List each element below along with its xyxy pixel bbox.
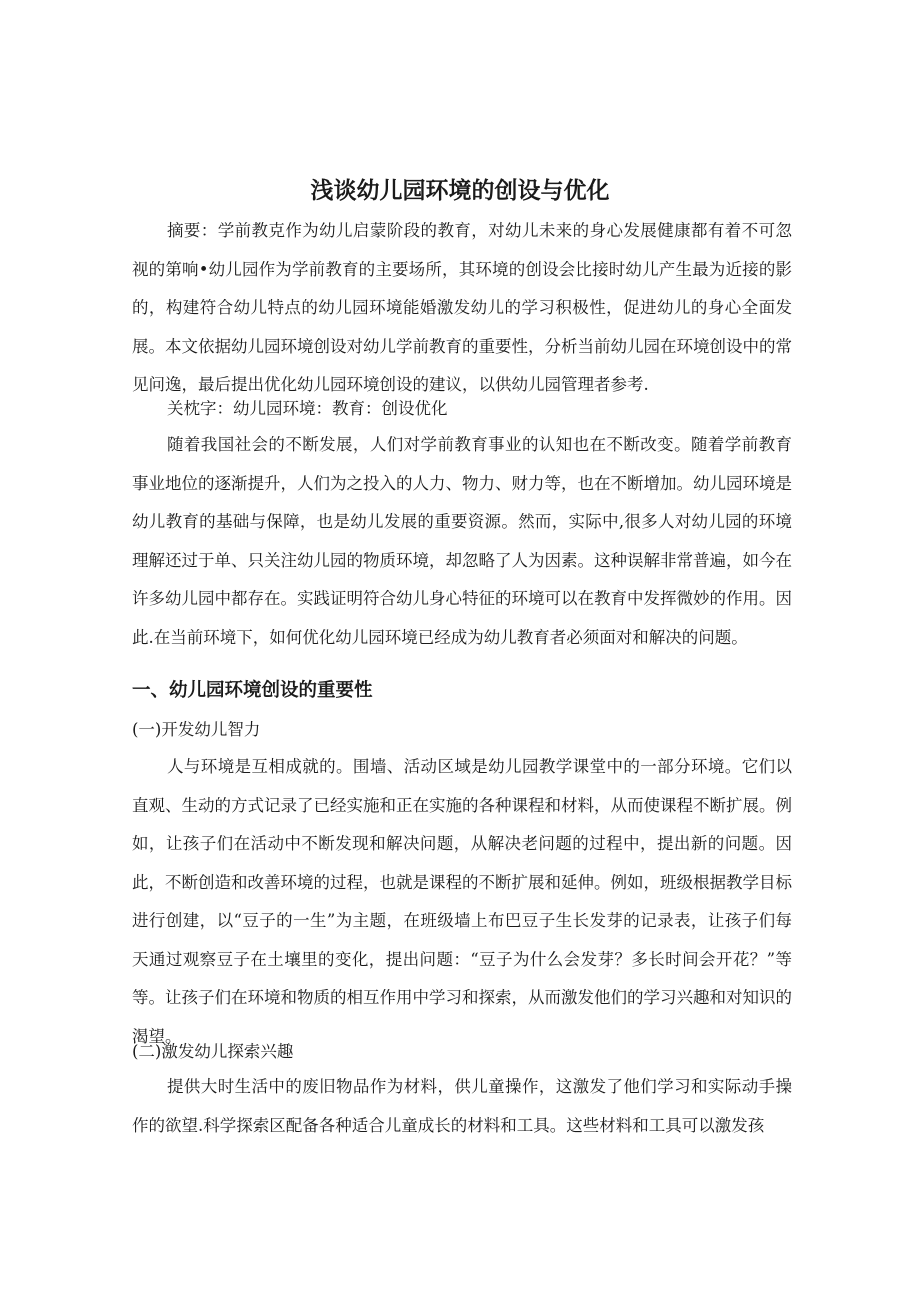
document-title: 浅谈幼儿园环境的创设与优化: [310, 178, 610, 204]
abstract-paragraph: 摘要：学前教克作为幼儿启蒙阶段的教育，对幼儿未来的身心发展健康都有着不可忽视的第响•幼儿园作为学前教育的主要场所，其环境的创设会比接时幼儿产生最为近接的影的，构建符合幼儿特点的幼儿园环境能婚激发幼儿的学习积极性，促进幼儿的身心全面发展。本文依据幼儿园环境创设对幼儿学前教育的重要性，分析当前幼儿园在环境创设中的常见问逸，最后提出优化幼儿园环境创设的建议，以供幼儿园管理者参考.: [132, 221, 792, 394]
keywords-line: 关枕字：幼儿园环境：教育：创设优化: [167, 399, 448, 418]
subsection-heading-1: (一)开发幼儿智力: [132, 720, 261, 739]
subsection-1-paragraph: 人与环境是互相成就的。围墙、活动区域是幼儿园教学课堂中的一部分环境。它们以直观、生动的方式记录了已经实施和正在实施的各种课程和材料，从而使课程不断扩展。例如，让孩子们在活动中不断发现和解决问题，从解决老问题的过程中，提出新的问题。因此，不断创造和改善环境的过程，也就是课程的不断扩展和延伸。例如，班级根据教学目标进行创建，以“豆子的一生”为主题，在班级墙上布巴豆子生长发芽的记录表，让孩子们每天通过观察豆子在土壤里的变化，提出问题：“豆子为什么会发芽？多长时间会开花？”等等。让孩子们在环境和物质的相互作用中学习和探索，从而激发他们的学习兴趣和对知识的渴望。: [132, 757, 792, 1046]
subsection-heading-2: (二)激发幼儿探索兴趣: [132, 1042, 294, 1061]
intro-paragraph: 随着我国社会的不断发展，人们对学前教育事业的认知也在不断改变。随着学前教育事业地位的逐渐提升，人们为之投入的人力、物力、财力等，也在不断增加。幼儿园环境是幼儿教育的基础与保障，也是幼儿发展的重要资源。然而，实际中,很多人对幼儿园的环境理解还过于单、只关注幼儿园的物质环境，却忽略了人为因素。这种误解非常普遍，如今在许多幼儿园中都存在。实践证明符合幼儿身心特征的环境可以在教育中发挥微妙的作用。因此.在当前环境下，如何优化幼儿园环境已经成为幼儿教育者必须面对和解决的问题。: [132, 435, 792, 647]
subsection-2-paragraph: 提供大时生活中的废旧物品作为材料，供儿童操作，这激发了他们学习和实际动手操作的欲望.科学探索区配备各种适合儿童成长的材料和工具。这些材料和工具可以激发孩: [132, 1077, 792, 1135]
section-heading-1: 一、幼儿园环境创设的重要性: [132, 680, 373, 701]
